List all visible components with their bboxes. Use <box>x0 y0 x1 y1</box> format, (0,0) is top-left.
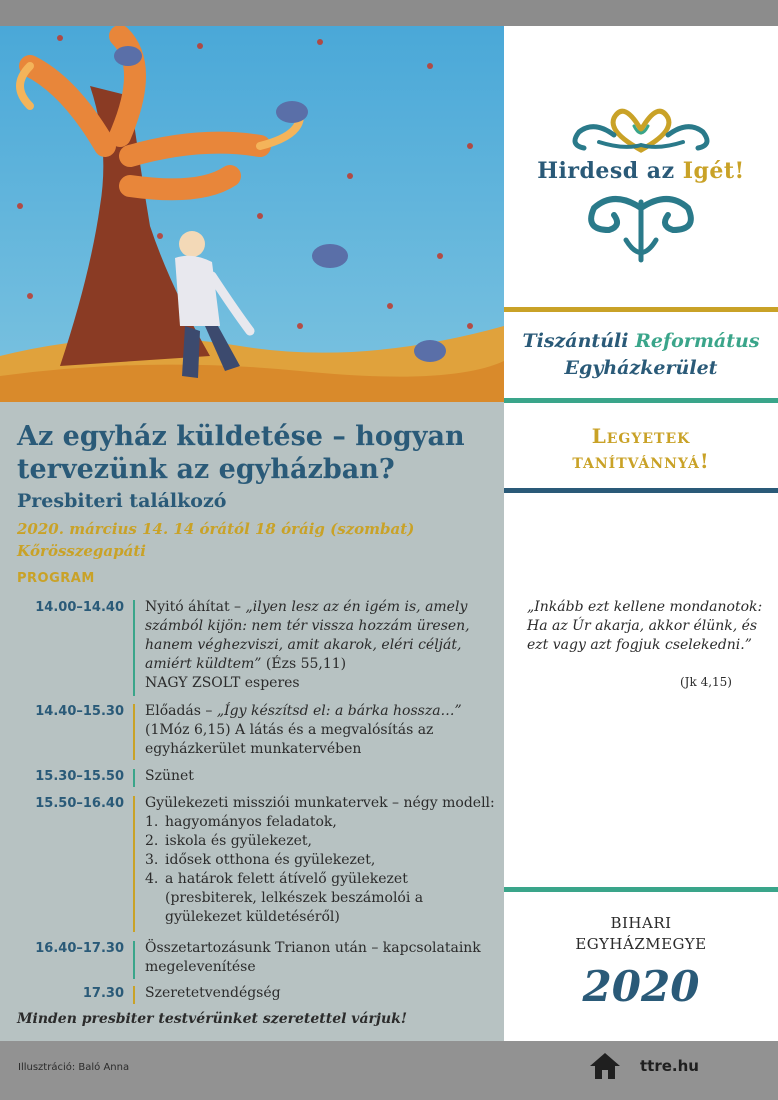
motto: Legyetek tanítvánnyá! <box>572 424 710 473</box>
top-band <box>0 0 778 26</box>
divider-blue <box>504 488 778 493</box>
divider-teal-bottom <box>504 887 778 892</box>
program-time: 15.30–15.50 <box>35 769 124 784</box>
program-row <box>0 984 504 1006</box>
list-item: 4. a határok felett átívelő gyülekezet <box>145 871 408 887</box>
list-item: 2. iskola és gyülekezet, <box>145 833 312 849</box>
quote-reference: (Jk 4,15) <box>680 675 732 689</box>
event-date: 2020. március 14. 14 órától 18 óráig (szombat) <box>17 520 415 538</box>
cover-illustration <box>0 26 504 402</box>
program-time: 16.40–17.30 <box>35 941 124 956</box>
program-description: Összetartozásunk Trianon után – kapcsolataink megelevenítése <box>145 940 481 975</box>
program-divider <box>133 986 135 1004</box>
event-title: Az egyház küldetése – hogyan tervezünk az egyházban? <box>17 421 465 485</box>
program-row <box>0 767 504 789</box>
list-note: (presbiterek, lelkészek beszámolói a gyülekezet küldetéséről) <box>165 890 424 925</box>
program-row <box>0 939 504 981</box>
illustration-credit: Illusztráció: Baló Anna <box>18 1062 130 1073</box>
program-row <box>0 794 504 934</box>
program-time: 14.00–14.40 <box>35 600 124 615</box>
program-description: Gyülekezeti missziói munkatervek – négy modell: 1. hagyományos feladatok, 2. iskola és gyülekezet, 3. idősek otthona és gyülekezet, 4. a határok felett átívelő gyülekezet (presbiterek, lelkészek beszámolói a gyülekezet küldetéséről) <box>145 794 500 927</box>
program-divider <box>133 600 135 696</box>
deanery-name: BIHARI EGYHÁZMEGYE <box>575 914 707 953</box>
list-item: 1. hagyományos feladatok, <box>145 814 337 830</box>
program-description: Előadás – „Így készítsd el: a bárka hossza…” (1Móz 6,15) A látás és a megvalósítás az egyházkerület munkatervében <box>145 703 462 757</box>
program-time: 14.40–15.30 <box>35 704 124 719</box>
program-description: Nyitó áhítat – „ilyen lesz az én igém is, amely számból kijön: nem tér vissza hozzám üresen, hanem véghezviszi, amit akarok, eléri célját, amiért küldtem” (Ézs 55,11) NAGY ZSOLT esperes <box>145 599 470 691</box>
logo-text: Hirdesd az Igét! <box>537 158 745 184</box>
divider-gold <box>504 307 778 312</box>
bible-quote: „Inkább ezt kellene mondanotok: Ha az Úr akarja, akkor élünk, és ezt vagy azt fogjuk cselekedni.” <box>527 599 763 653</box>
program-description: Szeretetvendégség <box>145 985 281 1001</box>
divider-teal <box>504 398 778 403</box>
church-district: Tiszántúli Református Egyházkerület <box>522 330 760 379</box>
home-icon[interactable] <box>588 1051 622 1081</box>
welcome-note: Minden presbiter testvérünket szeretettel várjuk! <box>17 1011 407 1027</box>
program-divider <box>133 704 135 760</box>
program-time: 15.50–16.40 <box>35 796 124 811</box>
program-row <box>0 598 504 698</box>
program-time: 17.30 <box>82 986 124 1001</box>
year: 2020 <box>582 962 700 1011</box>
website-link[interactable]: ttre.hu <box>640 1057 699 1075</box>
program-divider <box>133 769 135 787</box>
program-divider <box>133 941 135 979</box>
program-label: PROGRAM <box>17 571 95 586</box>
program-row <box>0 702 504 762</box>
program-divider <box>133 796 135 932</box>
list-item: 3. idősek otthona és gyülekezet, <box>145 852 376 868</box>
program-description: Szünet <box>145 768 194 784</box>
speaker-name: NAGY ZSOLT esperes <box>145 675 300 691</box>
event-place: Kőrösszegapáti <box>17 542 146 560</box>
model-list <box>145 813 500 927</box>
event-subtitle: Presbiteri találkozó <box>17 490 227 512</box>
